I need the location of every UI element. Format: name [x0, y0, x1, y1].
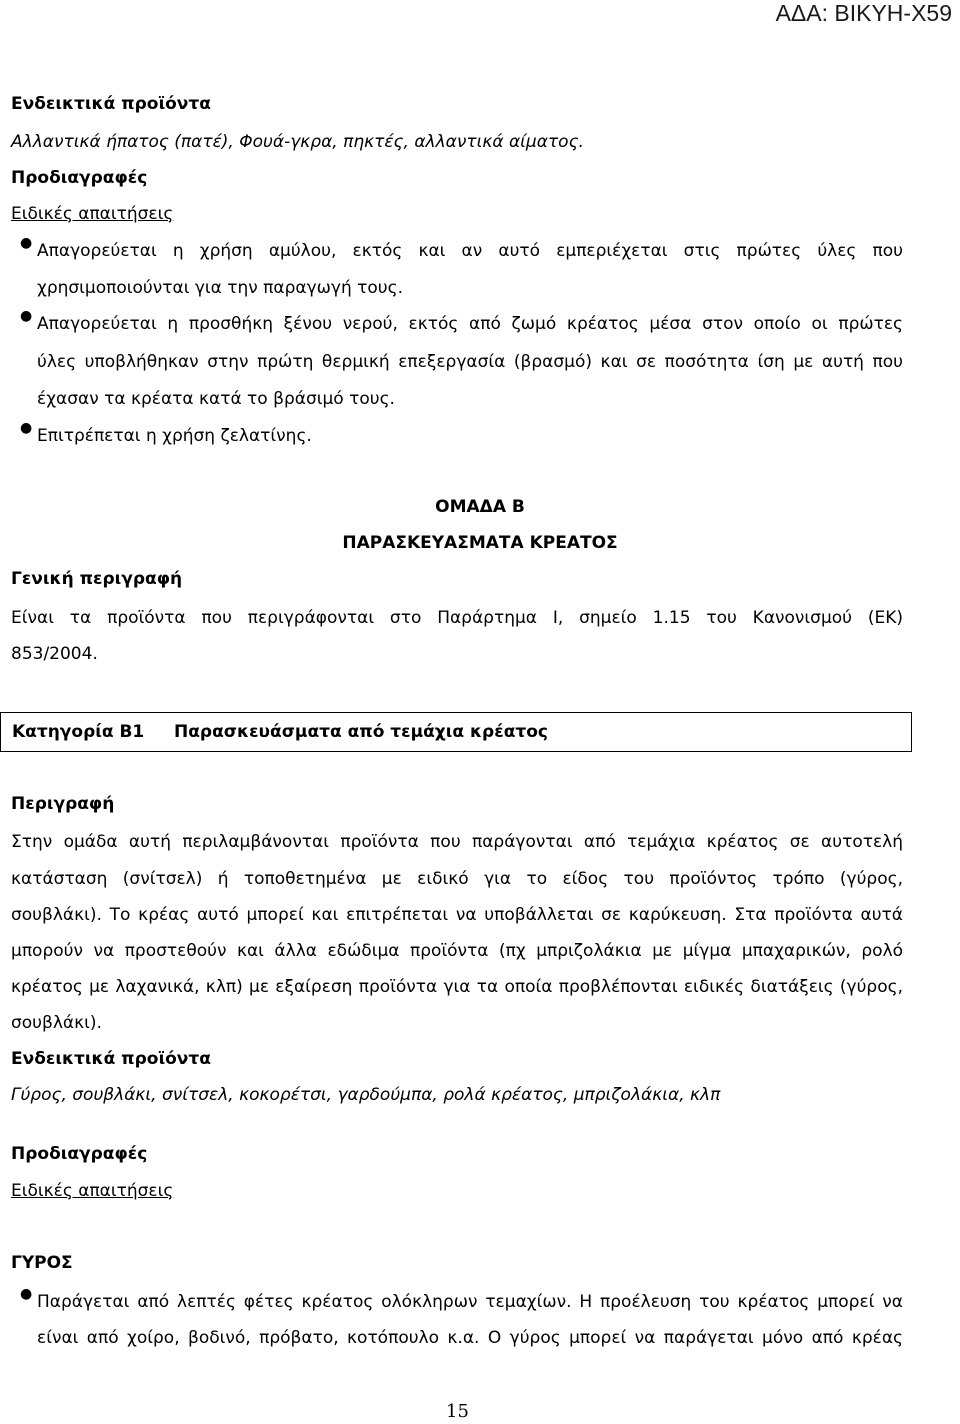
- bullet-text: είναι από χοίρο, βοδινό, πρόβατο, κοτόπουλο κ.α. Ο γύρος μπορεί να παράγεται μόνο από κρέας: [37, 1328, 903, 1348]
- specifications-heading: Προδιαγραφές: [11, 168, 148, 188]
- description-line: Στην ομάδα αυτή περιλαμβάνονται προϊόντα που παράγονται από τεμάχια κρέατος σε αυτοτελή: [11, 832, 903, 852]
- description-line: κατάσταση (σνίτσελ) ή τοποθετημένα με ειδικό για το είδος του προϊόντος τρόπο (γύρος,: [11, 869, 903, 889]
- indicative-products-text: Γύρος, σουβλάκι, σνίτσελ, κοκορέτσι, γαρδούμπα, ρολά κρέατος, μπριζολάκια, κλπ: [11, 1085, 721, 1105]
- page-number: 15: [446, 1401, 469, 1422]
- description-line: μπορούν να προστεθούν και άλλα εδώδιμα προϊόντα (πχ μπριζολάκια με μίγμα μπαχαρικών, ρολό: [11, 941, 903, 961]
- special-requirements-label: Ειδικές απαιτήσεις: [11, 204, 174, 224]
- bullet-icon: ●: [20, 235, 33, 251]
- description-heading: Περιγραφή: [11, 794, 115, 814]
- gyros-heading: ΓΥΡΟΣ: [11, 1253, 73, 1273]
- general-description-heading: Γενική περιγραφή: [11, 569, 183, 589]
- category-name: Παρασκευάσματα από τεμάχια κρέατος: [174, 722, 548, 742]
- specifications-heading: Προδιαγραφές: [11, 1144, 148, 1164]
- general-description-text: Είναι τα προϊόντα που περιγράφονται στο Παράρτημα Ι, σημείο 1.15 του Κανονισμού (ΕΚ): [11, 608, 903, 628]
- description-line: σουβλάκι). Το κρέας αυτό μπορεί και επιτρέπεται να υποβάλλεται σε καρύκευση. Στα προϊόντα αυτά: [11, 905, 903, 925]
- indicative-products-heading: Ενδεικτικά προϊόντα: [11, 1049, 211, 1069]
- bullet-text: έχασαν τα κρέατα κατά το βράσιμό τους.: [37, 389, 395, 409]
- indicative-products-text: Αλλαντικά ήπατος (πατέ), Φουά-γκρα, πηκτές, αλλαντικά αίματος.: [11, 132, 584, 152]
- bullet-text: ύλες υποβλήθηκαν στην πρώτη θερμική επεξεργασία (βρασμό) και σε ποσότητα ίση με αυτή που: [37, 352, 903, 372]
- category-box: [0, 712, 912, 752]
- special-requirements-label: Ειδικές απαιτήσεις: [11, 1181, 174, 1201]
- ada-code: ΑΔΑ: ΒΙΚΥΗ-Χ59: [775, 0, 952, 26]
- bullet-text: Επιτρέπεται η χρήση ζελατίνης.: [37, 426, 312, 446]
- bullet-icon: ●: [20, 420, 33, 436]
- bullet-text: Παράγεται από λεπτές φέτες κρέατος ολόκληρων τεμαχίων. Η προέλευση του κρέατος μπορεί να: [37, 1292, 903, 1312]
- description-line: κρέατος με λαχανικά, κλπ) με εξαίρεση προϊόντα για τα οποία προβλέπονται ειδικές διατάξεις (γύρος,: [11, 977, 903, 997]
- group-title: ΟΜΑΔΑ Β: [435, 497, 525, 517]
- bullet-icon: ●: [20, 1286, 33, 1302]
- category-label: Κατηγορία Β1: [12, 722, 145, 742]
- general-description-text: 853/2004.: [11, 644, 98, 664]
- indicative-products-heading: Ενδεικτικά προϊόντα: [11, 94, 211, 114]
- bullet-text: χρησιμοποιούνται για την παραγωγή τους.: [37, 278, 404, 298]
- bullet-text: Απαγορεύεται η προσθήκη ξένου νερού, εκτός από ζωμό κρέατος μέσα στον οποίο οι πρώτες: [37, 314, 903, 334]
- group-subtitle: ΠΑΡΑΣΚΕΥΑΣΜΑΤΑ ΚΡΕΑΤΟΣ: [342, 533, 618, 553]
- bullet-text: Απαγορεύεται η χρήση αμύλου, εκτός και αν αυτό εμπεριέχεται στις πρώτες ύλες που: [37, 241, 903, 261]
- bullet-icon: ●: [20, 308, 33, 324]
- description-line: σουβλάκι).: [11, 1013, 102, 1033]
